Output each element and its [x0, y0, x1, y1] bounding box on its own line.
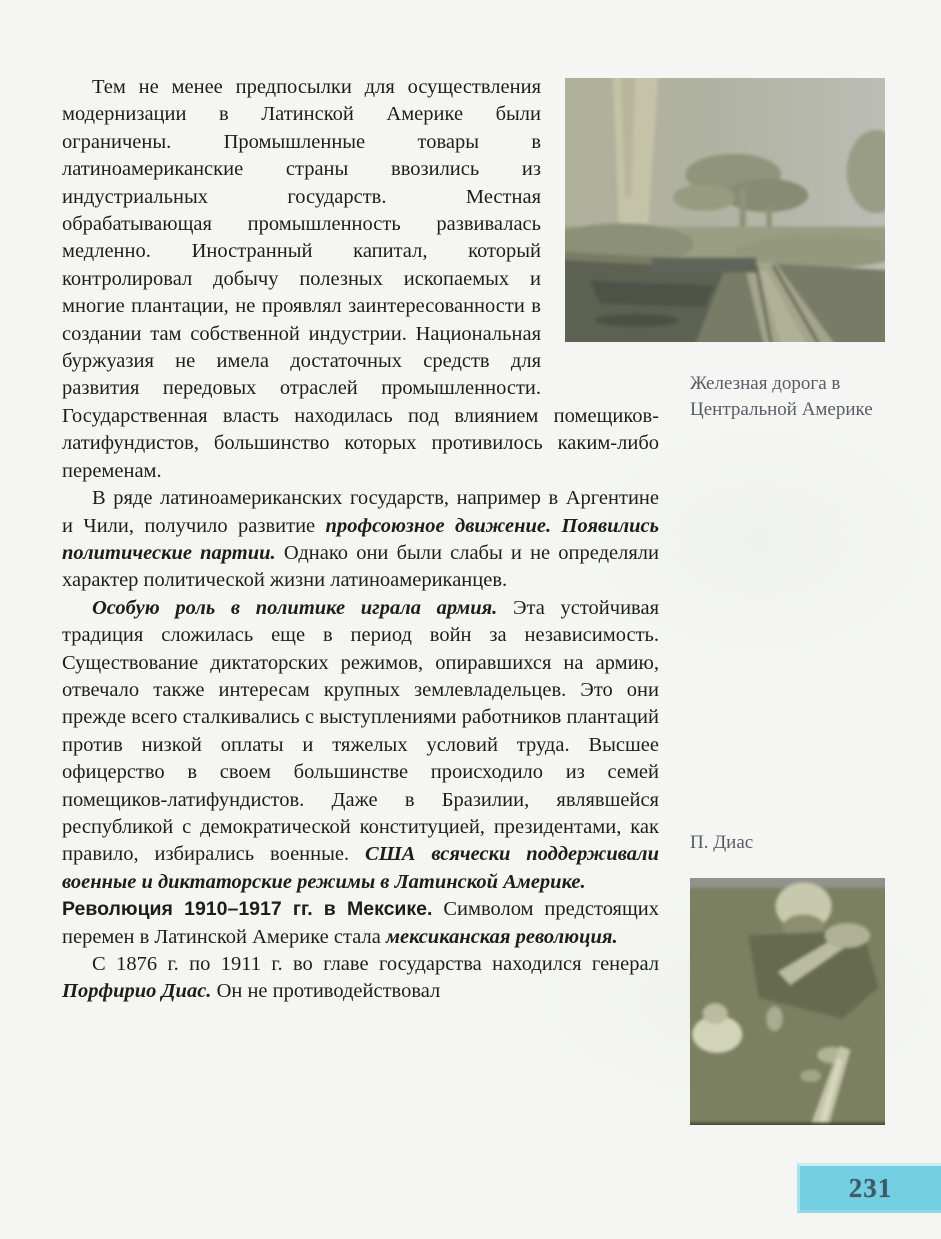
railway-photo [565, 78, 885, 342]
text-segment: С 1876 г. по 1911 г. во главе государства находился генерал [92, 953, 659, 975]
body-paragraph-revolution-heading [62, 896, 659, 951]
text-segment: Революция 1910–1917 гг. в Мексике. [62, 898, 433, 921]
body-paragraph [62, 595, 659, 896]
body-paragraph [62, 485, 659, 595]
text-segment: Он не противодействовал [211, 980, 441, 1003]
text-segment: Символом предстоящих перемен в Латинской Америке стала [62, 898, 659, 948]
page-number-badge [797, 1163, 941, 1213]
text-segment: Однако они были слабы и не определяли характер политической жизни латиноамериканцев. [62, 541, 659, 592]
railway-photo-caption: Железная дорога в Центральной Америке [690, 373, 873, 420]
text-segment: профсоюзное движение. Появились политические партии. [62, 514, 659, 564]
diaz-photo [690, 878, 885, 1125]
text-segment: Особую роль в политике играла армия. [92, 596, 498, 619]
diaz-photo-caption: П. Диас [690, 832, 754, 853]
diaz-photo-image [690, 878, 885, 1125]
text-segment: Порфирио Диас. [62, 980, 212, 1003]
railway-photo-image [565, 78, 885, 342]
text-segment: Тем не менее предпосылки для осуществления модернизации в Латинской Америке были ограничены. Промышленные товары в латиноамериканские страны ввозились из индустриальных государств. Местная обрабатывающая промышленность развивалась медленно. Иностранный капитал, который контролировал добычу полезных ископаемых и многие плантации, не проявлял заинтересованности в создании там собственной индустрии. Национальная буржуазия не имела достаточных средств для развития передовых отраслей промышленности. Государственная власть находилась под влиянием помещиков-латифундистов, большинство которых противилось каким-либо переменам. [62, 76, 659, 482]
page-number: 231 [848, 1172, 893, 1203]
text-segment: В ряде латиноамериканских государств, например в Аргентине и Чили, получило развитие [62, 487, 659, 537]
text-segment: мексиканская революция. [385, 925, 618, 948]
body-paragraph [62, 951, 659, 1006]
text-segment: Эта устойчивая традиция сложилась еще в период войн за независимость. Существование диктаторских режимов, опиравшихся на армию, отвечало также интересам крупных землевладельцев. Это они прежде всего сталкивались с выступлениями работников плантаций против низкой оплаты и тяжелых условий труда. Высшее офицерство в своем большинстве происходило из семей помещиков-латифундистов. Даже в Бразилии, являвшейся республикой с демократической конституцией, президентами, как правило, избирались военные. [62, 596, 659, 866]
text-segment: США всячески поддерживали военные и диктаторские режимы в Латинской Америке. [62, 843, 659, 893]
